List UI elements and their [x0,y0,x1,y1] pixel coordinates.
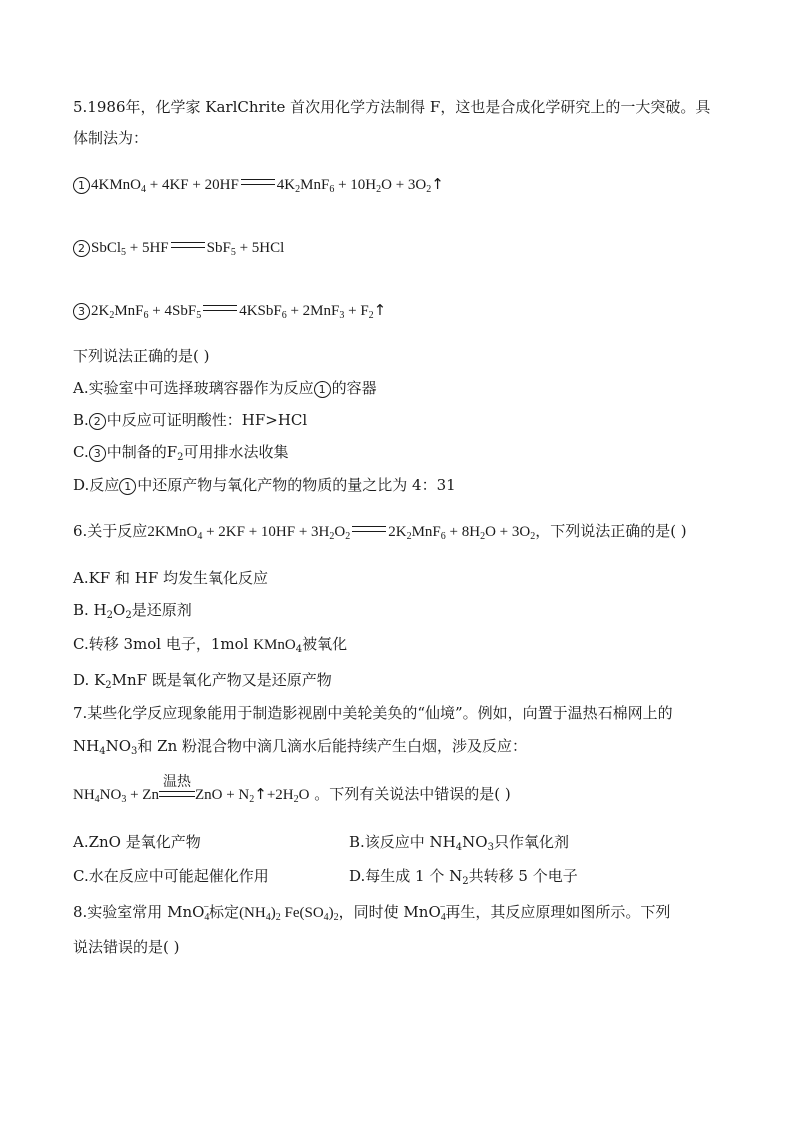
q6-equation: 2KMnO$_4$ + $2KF + 10HF + 3H_2O_2$ $2K_2MnF_6 + 8H_2O + 3O_2$ [147,524,536,542]
q7-stem-line2: $NH_4NO_3$和 Zn 粉混合物中滴几滴水后能持续产生白烟，涉及反应： [73,737,528,757]
circled-number-marker: 2 [89,413,106,430]
q6-option-b: B. $H_2O_2$是还原剂 [73,601,192,621]
q8-stem-line1: 8.实验室常用 MnO$_4$−标定$(NH_4)_2$ $Fe(SO_4)_2$，同时使 MnO$_4$−再生，其反应原理如图所示。下列 [73,902,671,923]
circled-number-marker: 1 [73,177,90,194]
q5-option-b: B. 2 中反应可证明酸性：HF>HCl [73,411,308,429]
q6-stem: 6.关于反应2KMnO$_4$ + $2KF + 10HF + 3H_2O_2$ $2K_2MnF_6 + 8H_2O + 3O_2$，下列说法正确的是( ) [73,522,687,542]
equals-sign [171,242,205,248]
q5-prompt: 下列说法正确的是( ) [73,347,210,365]
q7-stem-line1: 7.某些化学反应现象能用于制造影视剧中美轮美奂的“仙境”。例如，向置于温热石棉网上的 [73,704,673,722]
q5-equation-1: 1 4KMnO$_4$ + 4KF + 20HF $4K_2MnF_6 + 10H_2O$ + $3O_2↑$ [73,174,444,195]
q5-option-a: A.实验室中可选择玻璃容器作为反应 1 的容器 [73,379,377,397]
q5-stem-line1: 5.1986年，化学家 KarlChrite 首次用化学方法制得 F，这也是合成化学研究上的一大突破。具 [73,98,711,116]
gas-arrow-icon: ↑ [373,301,387,319]
q5-equation-2: 2 SbCl$_5$ + 5HF SbF$_5$ + 5HCl [73,238,284,258]
q7-option-b: B.该反应中 $NH_4NO_3$只作氧化剂 [349,833,569,853]
circled-number-marker: 3 [73,303,90,320]
q5-option-d: D.反应 1 中还原产物与氧化产物的物质的量之比为 4：31 [73,476,456,494]
q7-option-a: A.ZnO 是氧化产物 [73,833,201,851]
gas-arrow-icon: ↑ [431,175,444,193]
q6-option-c: C.转移 3mol 电子，1mol KMnO$_4$被氧化 [73,635,348,655]
circled-number-marker: 1 [119,478,136,495]
equals-sign [203,305,237,311]
q5-option-c: C. 3 中制备的$F_2$可用排水法收集 [73,443,289,463]
q6-option-d: D. $K_2MnF$ 既是氧化产物又是还原产物 [73,671,332,691]
q5-equation-3: 3 $2K_2MnF_6 + 4SbF_5$ 4KSbF$_6$ + $2MnF_3 + F_2↑$ [73,300,386,321]
q7-option-c: C.水在反应中可能起催化作用 [73,867,269,885]
equals-sign [241,179,275,185]
q8-stem-line2: 说法错误的是( ) [73,938,180,956]
equals-sign [352,526,386,532]
reaction-condition: 温热 [159,791,195,797]
q6-option-a: A.KF 和 HF 均发生氧化反应 [73,569,269,587]
circled-number-marker: 1 [314,381,331,398]
gas-arrow-icon: ↑ [254,785,267,803]
q5-stem-line2: 体制法为： [73,129,149,147]
circled-number-marker: 3 [89,445,106,462]
q7-option-d: D.每生成 1 个 $N_2$共转移 5 个电子 [349,867,578,887]
circled-number-marker: 2 [73,240,90,257]
q7-equation-line: $NH_4NO_3 + Zn$ 温热 ZnO + $N_2↑+2H_2O$ 。下列有关说法中错误的是( ) [73,775,511,805]
